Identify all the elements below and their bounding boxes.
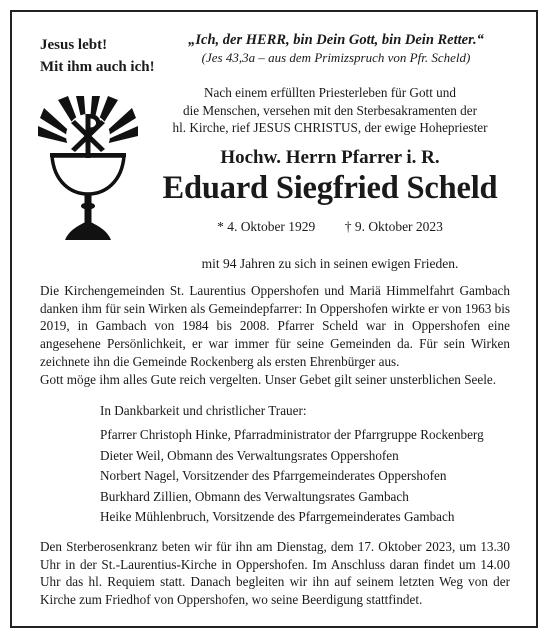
bible-quote	[178, 32, 494, 66]
chalice-chi-rho-icon	[38, 96, 138, 246]
tribute-closing: Gott möge ihm alles Gute reich vergelten. Unser Gebet gilt seiner unsterblichen Seele.	[40, 371, 497, 387]
mourners-heading: In Dankbarkeit und christlicher Trauer:	[100, 403, 307, 418]
life-dates	[150, 219, 510, 235]
service-paragraph: Den Sterberosenkranz beten wir für ihn am Dienstag, dem 17. Oktober 2023, um 13.30 Uhr in der St.-Laurentius-Kirche in Oppershofen. Im Anschluss daran findet um 14.00 Uhr das hl. Requiem statt. Danach begleiten wir ihn auf seinem letzten Weg von der Kirche zum Friedhof von Oppershofen, wo seine Beerdigung stattfindet.	[40, 539, 510, 608]
tribute-text: Die Kirchengemeinden St. Laurentius Oppershofen und Mariä Himmelfahrt Gambach danken ihm für sein Wirken als Gemeindepfarrer: In Oppershofen wirkte er von 1963 bis 2019, in Gambach von 1984 bis 2008. Pfarrer Scheld war in Oppershofen eine angesehene Persönlichkeit, er war immer für seine Gemeinden da. Für sein Wirken zeichnete ihn die Gemeinde Rockenberg als ersten Ehrenbürger aus.	[40, 283, 510, 369]
deceased-title: Hochw. Herrn Pfarrer i. R.	[220, 147, 440, 168]
motto	[40, 34, 155, 78]
mourners-list	[100, 425, 484, 528]
intro-line-3: hl. Kirche, rief JESUS CHRISTUS, der ewige Hohepriester	[172, 120, 488, 135]
mourner-item: Dieter Weil, Obmann des Verwaltungsrates Oppershofen	[100, 447, 399, 463]
mourner-item: Pfarrer Christoph Hinke, Pfarradministrator der Pfarrgruppe Rockenberg	[100, 427, 484, 442]
motto-line-2: Mit ihm auch ich!	[40, 59, 155, 75]
quote-source: (Jes 43,3a – aus dem Primizspruch von Pfr. Scheld)	[201, 50, 471, 65]
intro-line-2: die Menschen, versehen mit den Sterbesakramenten der	[182, 102, 478, 118]
mourner-item: Norbert Nagel, Vorsitzender des Pfarrgemeinderates Oppershofen	[100, 468, 447, 483]
intro-line-1: Nach einem erfüllten Priesterleben für Gott und	[204, 85, 456, 100]
peace-line: mit 94 Jahren zu sich in seinen ewigen Frieden.	[201, 256, 459, 271]
deceased-name: Eduard Siegfried Scheld	[162, 170, 498, 206]
quote-text: „Ich, der HERR, bin Dein Gott, bin Dein Retter.“	[188, 32, 484, 48]
mourner-item: Heike Mühlenbruch, Vorsitzende des Pfarrgemeinderates Gambach	[100, 509, 455, 524]
death-date: † 9. Oktober 2023	[344, 219, 443, 234]
birth-date: * 4. Oktober 1929	[217, 219, 316, 234]
tribute-paragraph	[40, 282, 510, 388]
intro-text	[150, 84, 510, 137]
mourner-item: Burkhard Zillien, Obmann des Verwaltungsrates Gambach	[100, 488, 409, 504]
motto-line-1: Jesus lebt!	[40, 37, 108, 53]
